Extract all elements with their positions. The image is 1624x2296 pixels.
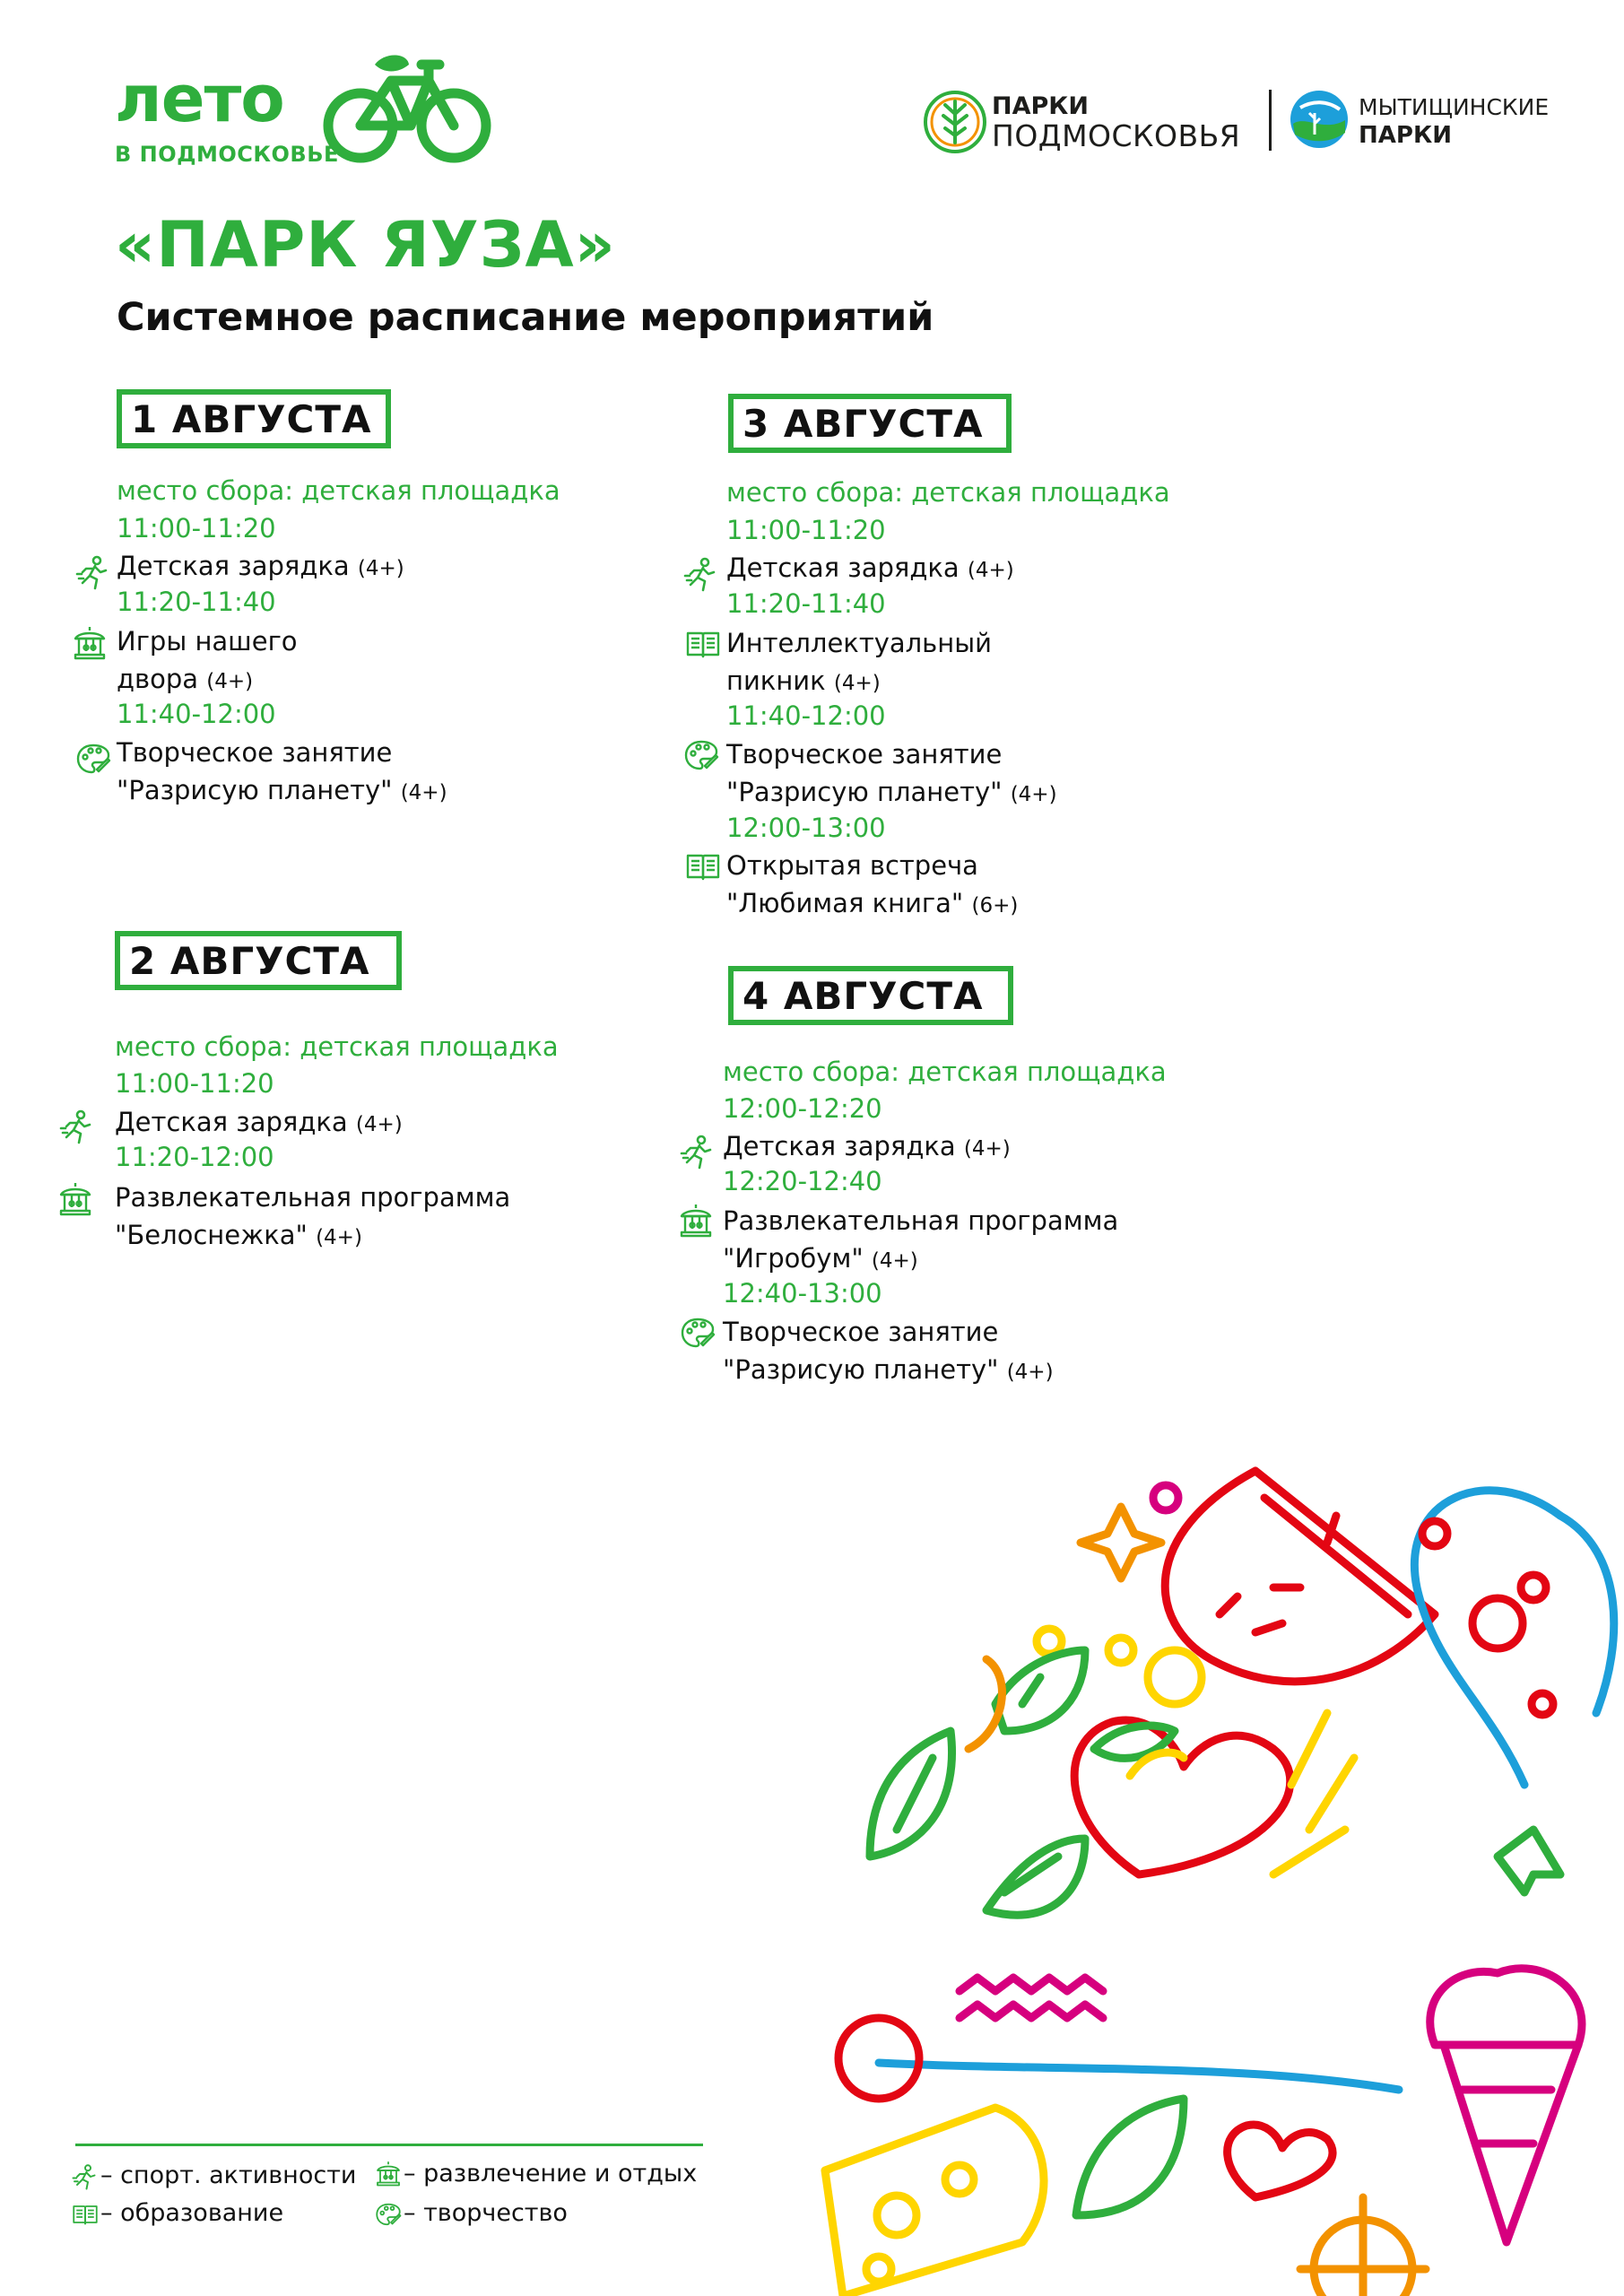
event-line: пикник <box>726 665 826 696</box>
day-4-date-box <box>728 966 1013 1025</box>
entertainment-icon <box>375 2160 402 2187</box>
creativity-icon <box>75 741 111 777</box>
day-4-event-3-time: 12:40-13:00 <box>723 1278 882 1309</box>
day-3-event-2-time: 11:20-11:40 <box>726 588 886 619</box>
age-rating: (4+) <box>316 1226 362 1249</box>
event-line: Развлекательная программа <box>723 1205 1119 1236</box>
age-rating: (4+) <box>967 559 1014 582</box>
day-1-event-1-title <box>117 547 404 587</box>
day-4-event-3-title <box>723 1313 1054 1391</box>
legend-creativity: – творчество <box>404 2199 568 2227</box>
event-line: "Белоснежка" <box>115 1220 308 1250</box>
event-line: Развлекательная программа <box>115 1182 511 1213</box>
day-2-date: 2 АВГУСТА <box>129 938 370 983</box>
education-icon <box>685 626 721 662</box>
event-line: "Любимая книга" <box>726 888 964 918</box>
day-3-event-3-title <box>726 735 1057 813</box>
day-4-event-2-time: 12:20-12:40 <box>723 1166 882 1196</box>
event-line: "Игробум" <box>723 1243 864 1274</box>
leto-logo-text: лето <box>115 61 284 136</box>
age-rating: (4+) <box>1010 783 1057 806</box>
sport-icon <box>680 1134 716 1170</box>
day-3-date-box <box>728 394 1012 453</box>
parks-podmoskovya-logo-icon <box>924 86 986 158</box>
day-3-event-2-title <box>726 624 992 702</box>
day-3-event-1-time: 11:00-11:20 <box>726 515 886 545</box>
page-title: «ПАРК ЯУЗА» <box>115 208 616 282</box>
event-line: двора <box>117 664 199 694</box>
day-1-date-box <box>117 389 391 448</box>
event-line: "Разрисую планету" <box>723 1354 999 1385</box>
age-rating: (4+) <box>833 672 881 695</box>
legend-entertainment: – развлечение и отдых <box>404 2160 698 2187</box>
day-1-event-3-time: 11:40-12:00 <box>117 699 276 729</box>
event-line: Творческое занятие <box>117 737 393 768</box>
page-subtitle: Системное расписание мероприятий <box>117 295 934 340</box>
day-3-event-1-title <box>726 549 1014 589</box>
day-3-place: место сбора: детская площадка <box>726 477 1170 508</box>
sport-icon <box>75 554 111 590</box>
logo-divider <box>1269 90 1272 151</box>
day-3-event-3-time: 11:40-12:00 <box>726 700 886 731</box>
age-rating: (4+) <box>963 1137 1011 1161</box>
event-line: Открытая встреча <box>726 850 978 881</box>
day-2-event-2-time: 11:20-12:00 <box>115 1142 274 1172</box>
day-4-place: место сбора: детская площадка <box>723 1057 1167 1087</box>
bicycle-icon <box>321 52 493 165</box>
event-line: Детская зарядка <box>723 1131 956 1161</box>
day-1-event-2-title <box>117 622 298 700</box>
day-4-date: 4 АВГУСТА <box>743 973 984 1018</box>
day-1-event-2-time: 11:20-11:40 <box>117 587 276 617</box>
day-4-event-1-time: 12:00-12:20 <box>723 1093 882 1124</box>
age-rating: (4+) <box>206 670 254 693</box>
day-2-place: место сбора: детская площадка <box>115 1031 559 1062</box>
day-1-event-1-time: 11:00-11:20 <box>117 513 276 544</box>
event-line: Детская зарядка <box>115 1107 348 1137</box>
age-rating: (6+) <box>971 894 1019 918</box>
age-rating: (4+) <box>355 1113 403 1136</box>
legend-sport: – спорт. активности <box>100 2161 357 2189</box>
day-1-date: 1 АВГУСТА <box>131 396 372 441</box>
day-2-event-1-time: 11:00-11:20 <box>115 1068 274 1099</box>
age-rating: (4+) <box>871 1249 918 1273</box>
parks-logo-subtitle: ПОДМОСКОВЬЯ <box>992 118 1241 153</box>
day-3-event-4-title <box>726 847 1018 925</box>
event-line: Детская зарядка <box>117 551 350 581</box>
entertainment-icon <box>678 1202 714 1238</box>
day-2-event-1-title <box>115 1103 403 1144</box>
sport-icon <box>683 556 719 592</box>
event-line: Творческое занятие <box>723 1317 999 1347</box>
leto-logo-subtitle: В ПОДМОСКОВЬЕ <box>115 142 339 167</box>
day-2-date-box <box>115 931 402 990</box>
age-rating: (4+) <box>357 557 404 580</box>
legend-education: – образование <box>100 2199 284 2227</box>
sport-icon <box>72 2163 99 2190</box>
day-3-event-4-time: 12:00-13:00 <box>726 813 886 843</box>
age-rating: (4+) <box>400 781 447 804</box>
education-icon <box>685 848 721 884</box>
parks-logo-title: ПАРКИ <box>992 92 1089 120</box>
entertainment-icon <box>72 624 108 660</box>
education-icon <box>72 2201 99 2228</box>
day-1-place: место сбора: детская площадка <box>117 475 560 506</box>
event-line: "Разрисую планету" <box>726 777 1003 807</box>
entertainment-icon <box>57 1180 93 1216</box>
sport-icon <box>59 1109 95 1144</box>
creativity-icon <box>375 2201 402 2228</box>
day-4-event-2-title <box>723 1202 1118 1280</box>
day-2-event-2-title <box>115 1178 510 1257</box>
event-line: Творческое занятие <box>726 739 1003 770</box>
day-1-event-3-title <box>117 734 447 812</box>
creativity-icon <box>683 737 719 773</box>
age-rating: (4+) <box>1006 1361 1054 1384</box>
decorative-summer-illustration <box>789 1408 1624 2296</box>
event-line: Детская зарядка <box>726 552 960 583</box>
mytishchi-logo-title: МЫТИЩИНСКИЕ <box>1359 94 1550 120</box>
day-4-event-1-title <box>723 1127 1011 1168</box>
mytishchi-logo-subtitle: ПАРКИ <box>1359 122 1452 149</box>
event-line: Игры нашего <box>117 626 298 657</box>
mytishchi-parks-logo-icon <box>1288 88 1350 151</box>
day-3-date: 3 АВГУСТА <box>743 401 984 446</box>
event-line: "Разрисую планету" <box>117 775 393 805</box>
event-line: Интеллектуальный <box>726 628 992 658</box>
creativity-icon <box>680 1315 716 1351</box>
legend-divider <box>75 2144 703 2146</box>
